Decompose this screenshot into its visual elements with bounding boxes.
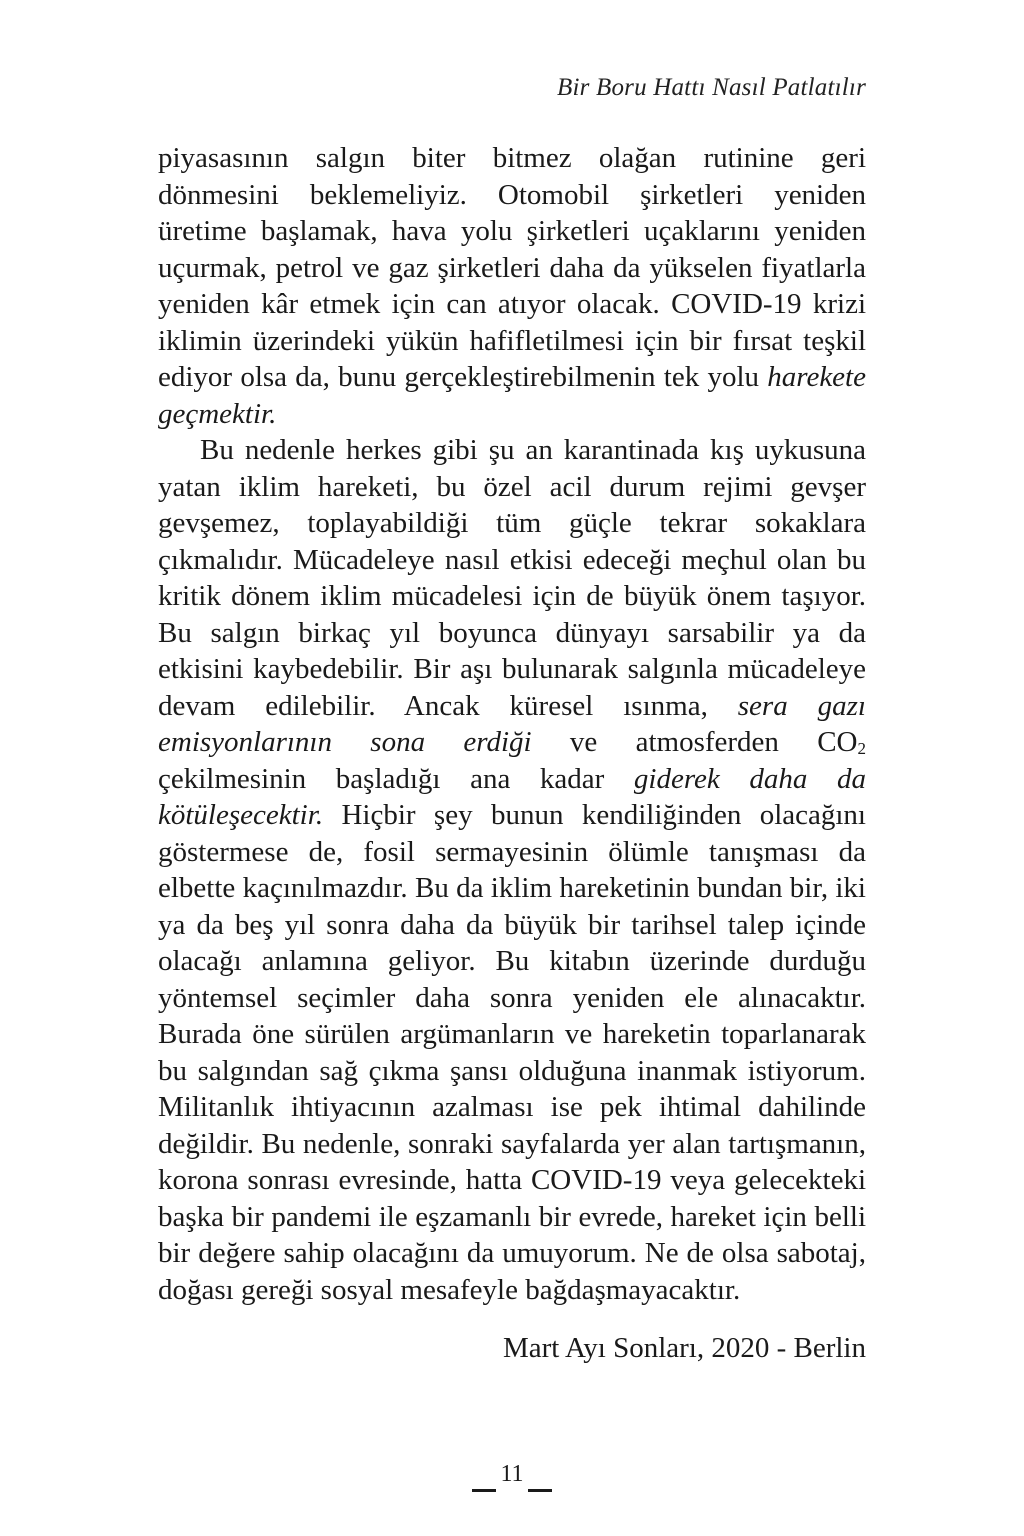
paragraph-2-italic-a: sera gazı emisyonlarının sona erdiği <box>158 689 866 758</box>
dateline: Mart Ayı Sonları, 2020 - Berlin <box>502 1332 866 1364</box>
body-text <box>158 140 866 1308</box>
paragraph-2-italic-b: giderek daha da kötüleşecektir. <box>158 762 866 831</box>
paragraph-2-text-b: ve atmosferden CO <box>531 726 858 758</box>
running-header: Bir Boru Hattı Nasıl Patlatılır <box>556 74 866 101</box>
page-number: 11 <box>500 1461 524 1487</box>
page-footer <box>472 1460 552 1494</box>
paragraph-2-text-d: Hiçbir şey bunun kendiliğinden olacağını göstermese de, fosil sermayesinin ölümle tanışması da elbette kaçınılmazdır. Bu da iklim hareketinin bundan bir, iki ya da beş yıl sonra daha da büyük bir tarihsel talep içinde olacağı anlamına geliyor. Bu kitabın üzerinde durduğu yöntemsel seçimler daha sonra yeniden ele alınacaktır. Burada öne sürülen argümanların ve hareketin toparlanarak bu salgından sağ çıkma şansı olduğuna inanmak istiyorum. Militanlık ihtiyacının azalması ise pek ihtimal dahilinde değildir. Bu nedenle, sonraki sayfalarda yer alan tartışmanın, korona sonrası evresinde, hatta COVID-19 veya gelecekteki başka bir pandemi ile eşzamanlı bir evrede, hareket için belli bir değere sahip olacağını da umuyorum. Ne de olsa sabotaj, doğası gereği sosyal mesafeyle bağdaşmayacaktır. <box>158 799 866 1306</box>
paragraph-1-italic: harekete geçmektir. <box>158 361 866 430</box>
paragraph-1-text: piyasasının salgın biter bitmez olağan rutinine geri dönmesini beklemeliyiz. Otomobil şirketleri yeniden üretime başlamak, hava yolu şirketleri uçaklarını yeniden uçurmak, petrol ve gaz şirketleri daha da yükselen fiyatlarla yeniden kâr etmek için can atıyor olacak. COVID-19 krizi iklimin üzerindeki yükün hafifletilmesi için bir fırsat teşkil ediyor olsa da, bunu gerçekleştirebilmenin tek yolu <box>158 142 866 393</box>
paragraph-2-text-c: çekilmesinin başladığı ana kadar <box>158 762 634 795</box>
paragraph-1 <box>158 140 866 432</box>
page-number-rule-left <box>472 1489 496 1492</box>
page-number-rule-right <box>528 1489 552 1492</box>
paragraph-2 <box>158 432 866 1308</box>
paragraph-2-text-a: Bu nedenle herkes gibi şu an karantinada kış uykusuna yatan iklim hareketi, bu özel acil durum rejimi gevşer gevşemez, toplayabildiği tüm güçle tekrar sokaklara çıkmalıdır. Mücadeleye nasıl etkisi edeceği meçhul olan bu kritik dönem iklim mücadelesi için de büyük önem taşıyor. Bu salgın birkaç yıl boyunca dünyayı sarsabilir ya da etkisini kaybedebilir. Bir aşı bulunarak salgınla mücadeleye devam edilebilir. Ancak küresel ısınma, <box>158 434 866 722</box>
co2-subscript: 2 <box>857 739 866 758</box>
